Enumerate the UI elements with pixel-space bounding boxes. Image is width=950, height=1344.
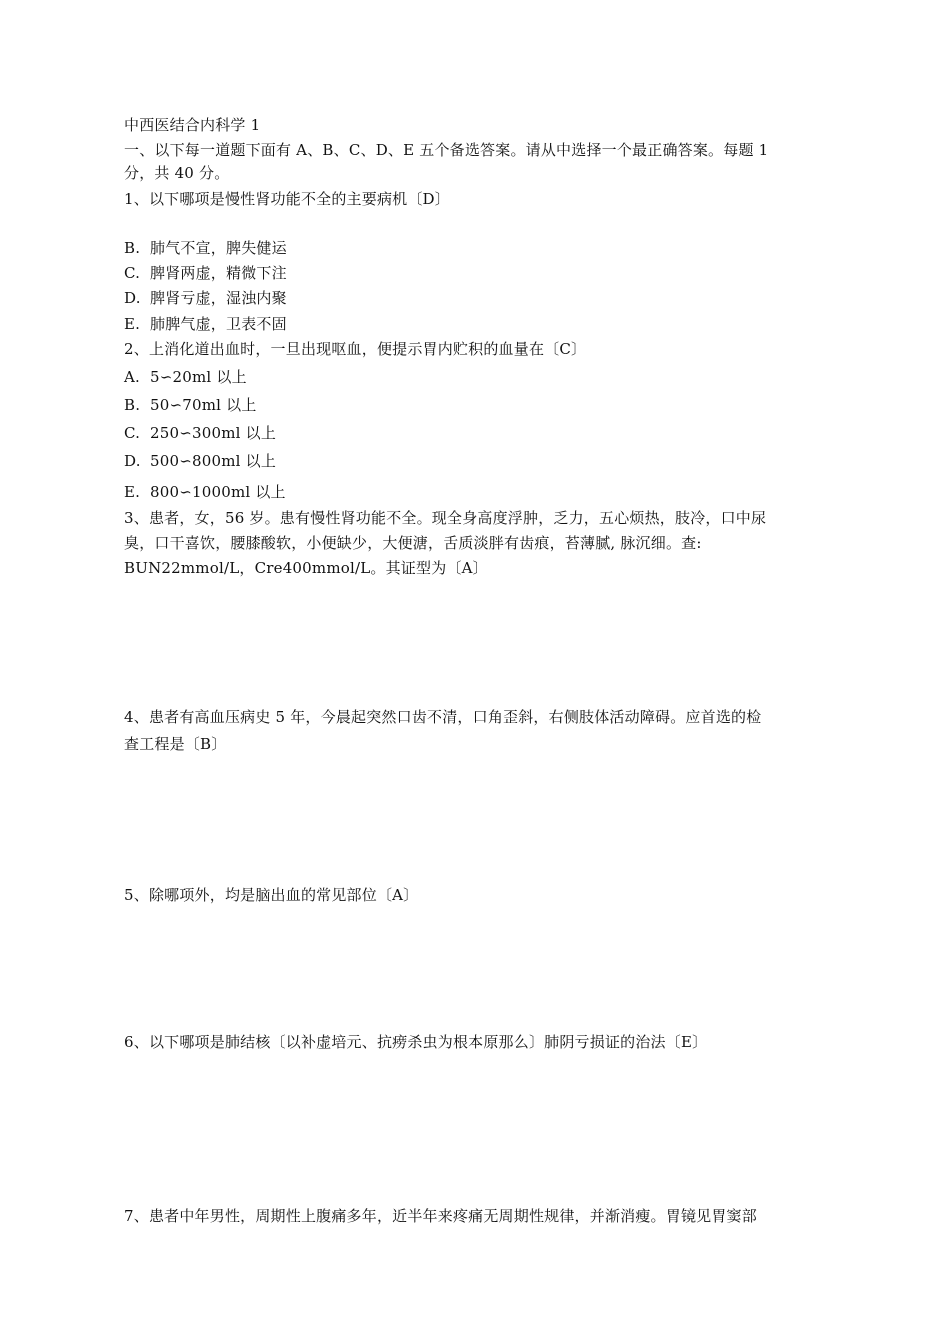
question-1-option-d xyxy=(124,287,834,309)
instructions-line-1: 一、以下每一道题下面有 A、B、C、D、E 五个备选答案。请从中选择一个最正确答案。每题 1 xyxy=(124,141,769,159)
option-letter: B. xyxy=(124,396,141,414)
option-text: 肺脾气虚，卫表不固 xyxy=(150,315,287,333)
option-letter: C. xyxy=(124,264,141,282)
question-3-stem-line-3: BUN22mmol/L，Cre400mmol/L。其证型为〔A〕 xyxy=(124,559,488,577)
question-2-option-a xyxy=(124,366,834,388)
option-letter: C. xyxy=(124,424,141,442)
option-text: 脾肾亏虚，湿浊内聚 xyxy=(150,289,287,307)
question-2-stem: 2、上消化道出血时，一旦出现呕血，便提示胃内贮积的血量在〔C〕 xyxy=(124,340,587,358)
question-4-stem-line-1: 4、患者有高血压病史 5 年，今晨起突然口齿不清，口角歪斜，右侧肢体活动障碍。应首选的检 xyxy=(124,708,762,726)
option-letter: B. xyxy=(124,239,141,257)
question-2-option-e xyxy=(124,481,834,503)
question-4-stem-line-2: 查工程是〔B〕 xyxy=(124,735,227,753)
instructions-line-2: 分，共 40 分。 xyxy=(124,164,230,182)
document-title: 中西医结合内科学 1 xyxy=(124,116,261,134)
question-5-stem: 5、除哪项外，均是脑出血的常见部位〔A〕 xyxy=(124,886,419,904)
option-text: 800∽1000ml 以上 xyxy=(150,483,286,501)
option-text: 5∽20ml 以上 xyxy=(150,368,247,386)
question-6-stem: 6、以下哪项是肺结核〔以补虚培元、抗痨杀虫为根本原那么〕肺阴亏损证的治法〔E〕 xyxy=(124,1033,708,1051)
option-text: 250∽300ml 以上 xyxy=(150,424,277,442)
question-1-option-b xyxy=(124,237,834,259)
option-letter: D. xyxy=(124,452,141,470)
question-2-option-d xyxy=(124,450,834,472)
question-3-stem-line-1: 3、患者，女，56 岁。患有慢性肾功能不全。现全身高度浮肿，乏力，五心烦热，肢冷，口中尿 xyxy=(124,509,767,527)
option-letter: D. xyxy=(124,289,141,307)
option-letter: E. xyxy=(124,483,141,501)
question-3-stem-line-2: 臭，口干喜饮，腰膝酸软，小便缺少，大便溏，舌质淡胖有齿痕，苔薄腻, 脉沉细。查: xyxy=(124,534,702,552)
question-2-option-b xyxy=(124,394,834,416)
question-7-stem-line-1: 7、患者中年男性，周期性上腹痛多年，近半年来疼痛无周期性规律，并渐消瘦。胃镜见胃窦部 xyxy=(124,1207,757,1225)
option-text: 500∽800ml 以上 xyxy=(150,452,277,470)
option-text: 肺气不宣，脾失健运 xyxy=(150,239,287,257)
option-letter: E. xyxy=(124,315,141,333)
question-2-option-c xyxy=(124,422,834,444)
question-1-option-e xyxy=(124,313,834,335)
option-text: 50∽70ml 以上 xyxy=(150,396,257,414)
option-text: 脾肾两虚，精微下注 xyxy=(150,264,287,282)
question-1-stem: 1、以下哪项是慢性肾功能不全的主要病机〔D〕 xyxy=(124,190,450,208)
question-1-option-c xyxy=(124,262,834,284)
option-letter: A. xyxy=(124,368,141,386)
